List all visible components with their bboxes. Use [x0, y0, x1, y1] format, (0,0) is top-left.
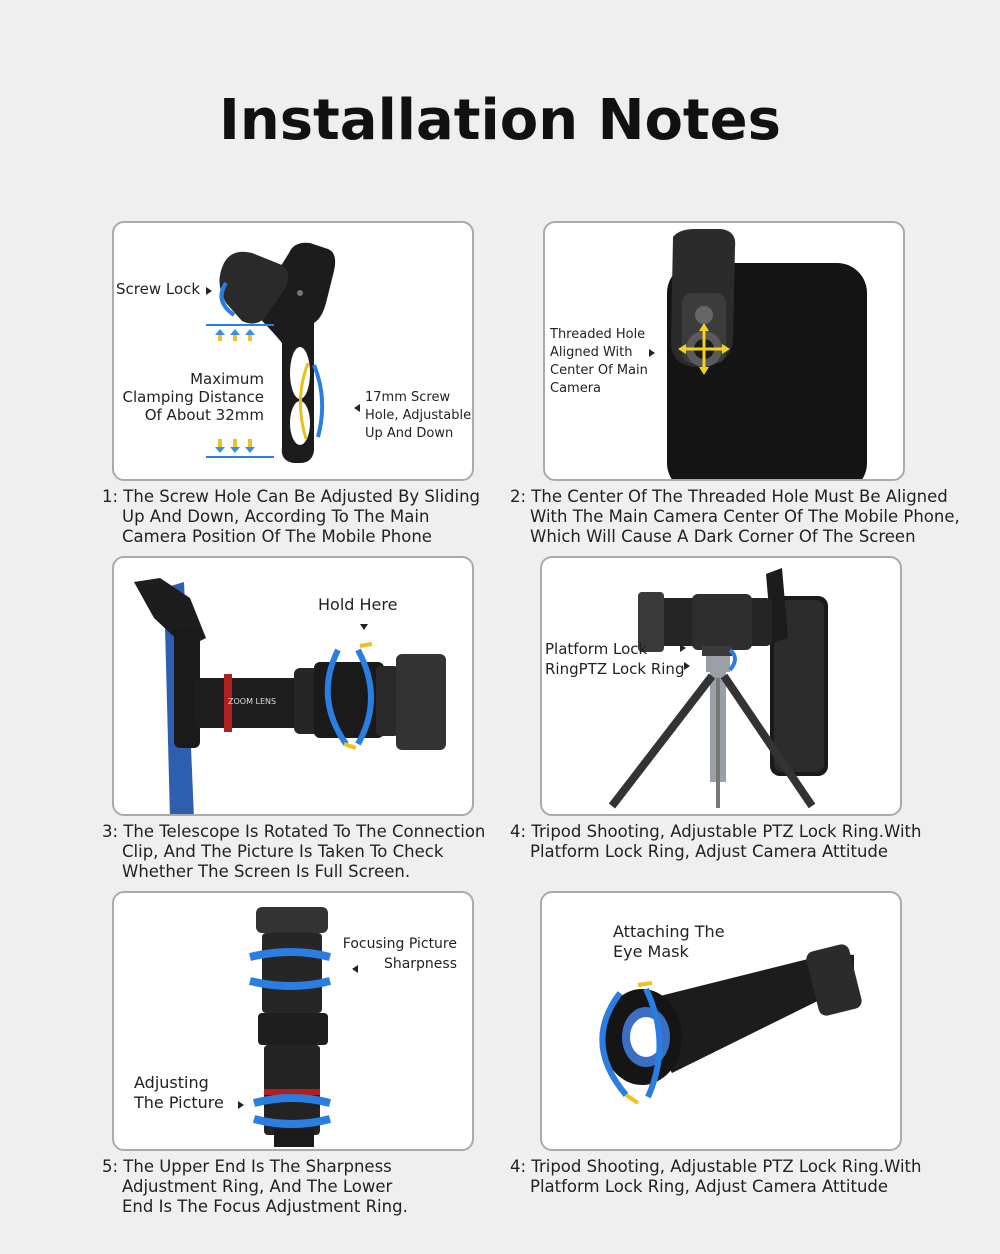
- max-clamp-label: Maximum Clamping Distance Of About 32mm: [122, 370, 264, 424]
- caption-6: 4: Tripod Shooting, Adjustable PTZ Lock Ring.With Platform Lock Ring, Adjust Camera Attitude: [510, 1157, 922, 1196]
- caption-3: 3: The Telescope Is Rotated To The Connection Clip, And The Picture Is Taken To Check Whether The Screen Is Full Screen.: [102, 822, 486, 881]
- threaded-hole-label: Threaded Hole Aligned With Center Of Main Camera: [550, 327, 648, 396]
- caption-1: 1: The Screw Hole Can Be Adjusted By Sliding Up And Down, According To The Main Camera Position Of The Mobile Phone: [102, 487, 481, 546]
- platform-lock-label: Platform Lock: [545, 640, 648, 658]
- panel-clip-adjust: [112, 221, 474, 481]
- adjusting-label: Adjusting The Picture: [134, 1073, 224, 1112]
- screw-lock-label: Screw Lock: [116, 280, 201, 298]
- panel-rotate-telescope: [112, 556, 474, 816]
- zoom-lens-text: ZOOM LENS: [228, 697, 277, 706]
- caption-2: 2: The Center Of The Threaded Hole Must Be Aligned With The Main Camera Center Of The Mobile Phone, Which Will Cause A Dark Corner Of The Screen: [510, 487, 960, 546]
- panel-camera-align: [543, 221, 905, 481]
- telescope-on-phone-illustration: [114, 558, 472, 814]
- panel-tripod: [540, 556, 902, 816]
- screw-hole-label: 17mm Screw Hole, Adjustable Up And Down: [365, 390, 472, 441]
- hold-here-label: Hold Here: [318, 595, 398, 614]
- page-title: Installation Notes: [219, 88, 781, 153]
- caption-5: 5: The Upper End Is The Sharpness Adjustment Ring, And The Lower End Is The Focus Adjustment Ring.: [102, 1157, 408, 1216]
- focusing-label: Focusing Picture Sharpness: [342, 936, 457, 972]
- ptz-lock-label: RingPTZ Lock Ring: [545, 660, 685, 678]
- panel-focus-rings: [112, 891, 474, 1151]
- tripod-illustration: [542, 558, 900, 814]
- caption-4: 4: Tripod Shooting, Adjustable PTZ Lock Ring.With Platform Lock Ring, Adjust Camera Attitude: [510, 822, 922, 861]
- panel-eye-mask: [540, 891, 902, 1151]
- eye-mask-label: Attaching The Eye Mask: [613, 922, 725, 961]
